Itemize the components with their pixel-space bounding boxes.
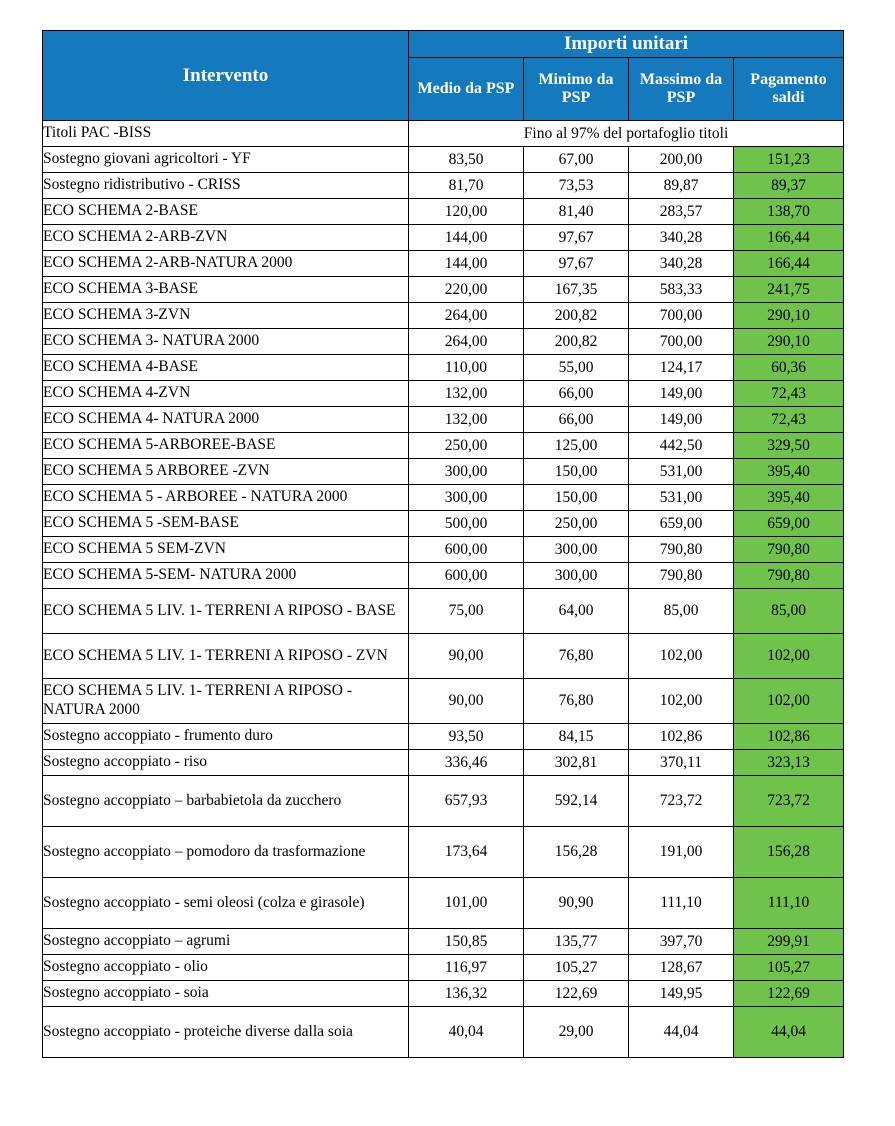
cell-massimo: 283,57 [629,199,734,225]
row-label: ECO SCHEMA 5 LIV. 1- TERRENI A RIPOSO - BASE [43,589,409,634]
cell-medio: 657,93 [409,776,524,827]
table-row [43,724,844,750]
cell-massimo: 102,00 [629,634,734,679]
table-row [43,750,844,776]
cell-massimo: 700,00 [629,303,734,329]
cell-minimo: 97,67 [524,251,629,277]
row-label: ECO SCHEMA 5-ARBOREE-BASE [43,433,409,459]
row-label: ECO SCHEMA 4-ZVN [43,381,409,407]
table-row [43,589,844,634]
cell-pagamento: 156,28 [734,827,844,878]
cell-medio: 600,00 [409,537,524,563]
cell-medio: 173,64 [409,827,524,878]
table-header [43,31,844,121]
cell-medio: 150,85 [409,929,524,955]
header-intervento: Intervento [43,31,409,121]
table-row [43,563,844,589]
cell-medio: 220,00 [409,277,524,303]
table-row [43,277,844,303]
cell-pagamento: 299,91 [734,929,844,955]
cell-medio: 144,00 [409,251,524,277]
cell-medio: 101,00 [409,878,524,929]
row-label: ECO SCHEMA 2-ARB-ZVN [43,225,409,251]
cell-pagamento: 790,80 [734,563,844,589]
cell-pagamento: 89,37 [734,173,844,199]
cell-minimo: 105,27 [524,955,629,981]
cell-pagamento: 290,10 [734,303,844,329]
cell-pagamento: 723,72 [734,776,844,827]
cell-minimo: 76,80 [524,634,629,679]
table-row [43,955,844,981]
cell-pagamento: 102,00 [734,679,844,724]
cell-minimo: 302,81 [524,750,629,776]
cell-medio: 132,00 [409,407,524,433]
cell-minimo: 150,00 [524,459,629,485]
cell-minimo: 592,14 [524,776,629,827]
table-row [43,634,844,679]
cell-pagamento: 105,27 [734,955,844,981]
cell-massimo: 723,72 [629,776,734,827]
cell-massimo: 149,00 [629,407,734,433]
cell-medio: 264,00 [409,329,524,355]
cell-medio: 336,46 [409,750,524,776]
cell-massimo: 149,00 [629,381,734,407]
cell-pagamento: 166,44 [734,225,844,251]
cell-pagamento: 329,50 [734,433,844,459]
table-body [43,121,844,1058]
table-row [43,407,844,433]
cell-pagamento: 241,75 [734,277,844,303]
row-note: Fino al 97% del portafoglio titoli [409,121,844,147]
header-massimo-da-psp: Massimo da PSP [629,58,734,121]
cell-medio: 81,70 [409,173,524,199]
cell-pagamento: 290,10 [734,329,844,355]
row-label: ECO SCHEMA 2-ARB-NATURA 2000 [43,251,409,277]
row-label: Sostegno accoppiato – agrumi [43,929,409,955]
row-label: ECO SCHEMA 3-BASE [43,277,409,303]
cell-massimo: 124,17 [629,355,734,381]
cell-minimo: 156,28 [524,827,629,878]
cell-pagamento: 102,86 [734,724,844,750]
cell-pagamento: 122,69 [734,981,844,1007]
cell-minimo: 29,00 [524,1007,629,1058]
cell-minimo: 66,00 [524,407,629,433]
row-label: ECO SCHEMA 5 SEM-ZVN [43,537,409,563]
cell-medio: 600,00 [409,563,524,589]
cell-massimo: 583,33 [629,277,734,303]
cell-massimo: 397,70 [629,929,734,955]
row-label: Sostegno accoppiato - soia [43,981,409,1007]
cell-massimo: 700,00 [629,329,734,355]
cell-pagamento: 102,00 [734,634,844,679]
row-label: Sostegno ridistributivo - CRISS [43,173,409,199]
cell-pagamento: 395,40 [734,459,844,485]
table-row [43,225,844,251]
table-row [43,173,844,199]
cell-medio: 110,00 [409,355,524,381]
cell-medio: 90,00 [409,634,524,679]
header-pagamento-saldi: Pagamento saldi [734,58,844,121]
cell-medio: 83,50 [409,147,524,173]
cell-minimo: 67,00 [524,147,629,173]
cell-medio: 250,00 [409,433,524,459]
table-row [43,537,844,563]
cell-medio: 300,00 [409,485,524,511]
table-row [43,251,844,277]
cell-medio: 132,00 [409,381,524,407]
cell-pagamento: 72,43 [734,407,844,433]
cell-medio: 500,00 [409,511,524,537]
cell-massimo: 340,28 [629,225,734,251]
table-row [43,329,844,355]
row-label: ECO SCHEMA 3-ZVN [43,303,409,329]
cell-pagamento: 790,80 [734,537,844,563]
cell-pagamento: 659,00 [734,511,844,537]
row-label: ECO SCHEMA 5 - ARBOREE - NATURA 2000 [43,485,409,511]
cell-minimo: 97,67 [524,225,629,251]
cell-massimo: 531,00 [629,459,734,485]
cell-medio: 300,00 [409,459,524,485]
row-label: Titoli PAC -BISS [43,121,409,147]
cell-massimo: 102,86 [629,724,734,750]
cell-medio: 93,50 [409,724,524,750]
cell-massimo: 200,00 [629,147,734,173]
cell-medio: 40,04 [409,1007,524,1058]
header-importi-unitari: Importi unitari [409,31,844,58]
cell-massimo: 790,80 [629,537,734,563]
cell-pagamento: 323,13 [734,750,844,776]
row-label: ECO SCHEMA 4- NATURA 2000 [43,407,409,433]
row-label: ECO SCHEMA 5 ARBOREE -ZVN [43,459,409,485]
row-label: Sostegno accoppiato – pomodoro da trasformazione [43,827,409,878]
table-row [43,776,844,827]
cell-medio: 144,00 [409,225,524,251]
cell-massimo: 370,11 [629,750,734,776]
cell-minimo: 167,35 [524,277,629,303]
table-row [43,121,844,147]
row-label: ECO SCHEMA 5 LIV. 1- TERRENI A RIPOSO - NATURA 2000 [43,679,409,724]
cell-pagamento: 138,70 [734,199,844,225]
table-row [43,459,844,485]
table-row [43,303,844,329]
cell-minimo: 125,00 [524,433,629,459]
row-label: Sostegno accoppiato - riso [43,750,409,776]
cell-minimo: 90,90 [524,878,629,929]
header-row-group [43,31,844,58]
cell-massimo: 659,00 [629,511,734,537]
table-row [43,199,844,225]
cell-minimo: 84,15 [524,724,629,750]
cell-medio: 264,00 [409,303,524,329]
cell-massimo: 340,28 [629,251,734,277]
cell-minimo: 55,00 [524,355,629,381]
table-row [43,381,844,407]
cell-medio: 120,00 [409,199,524,225]
header-medio-da-psp: Medio da PSP [409,58,524,121]
cell-pagamento: 111,10 [734,878,844,929]
header-minimo-da-psp: Minimo da PSP [524,58,629,121]
cell-massimo: 89,87 [629,173,734,199]
table-row [43,147,844,173]
row-label: Sostegno accoppiato - semi oleosi (colza e girasole) [43,878,409,929]
cell-minimo: 64,00 [524,589,629,634]
cell-medio: 90,00 [409,679,524,724]
cell-minimo: 200,82 [524,303,629,329]
cell-medio: 75,00 [409,589,524,634]
row-label: Sostegno giovani agricoltori - YF [43,147,409,173]
row-label: ECO SCHEMA 3- NATURA 2000 [43,329,409,355]
cell-minimo: 66,00 [524,381,629,407]
cell-minimo: 300,00 [524,563,629,589]
cell-massimo: 191,00 [629,827,734,878]
cell-medio: 136,32 [409,981,524,1007]
table-row [43,878,844,929]
cell-pagamento: 151,23 [734,147,844,173]
row-label: Sostegno accoppiato - olio [43,955,409,981]
cell-minimo: 76,80 [524,679,629,724]
row-label: Sostegno accoppiato – barbabietola da zucchero [43,776,409,827]
table-row [43,827,844,878]
row-label: ECO SCHEMA 5 LIV. 1- TERRENI A RIPOSO - ZVN [43,634,409,679]
cell-massimo: 128,67 [629,955,734,981]
row-label: ECO SCHEMA 4-BASE [43,355,409,381]
cell-pagamento: 44,04 [734,1007,844,1058]
cell-minimo: 300,00 [524,537,629,563]
cell-massimo: 531,00 [629,485,734,511]
table-row [43,355,844,381]
cell-massimo: 85,00 [629,589,734,634]
cell-medio: 116,97 [409,955,524,981]
cell-pagamento: 60,36 [734,355,844,381]
cell-massimo: 790,80 [629,563,734,589]
table-row [43,1007,844,1058]
row-label: Sostegno accoppiato - frumento duro [43,724,409,750]
cell-massimo: 111,10 [629,878,734,929]
cell-minimo: 135,77 [524,929,629,955]
row-label: ECO SCHEMA 5 -SEM-BASE [43,511,409,537]
table-row [43,485,844,511]
table-row [43,511,844,537]
table-row [43,679,844,724]
row-label: ECO SCHEMA 5-SEM- NATURA 2000 [43,563,409,589]
cell-pagamento: 85,00 [734,589,844,634]
cell-pagamento: 395,40 [734,485,844,511]
table-row [43,981,844,1007]
row-label: Sostegno accoppiato - proteiche diverse dalla soia [43,1007,409,1058]
cell-massimo: 149,95 [629,981,734,1007]
cell-pagamento: 166,44 [734,251,844,277]
table-row [43,433,844,459]
cell-minimo: 122,69 [524,981,629,1007]
cell-minimo: 150,00 [524,485,629,511]
cell-minimo: 73,53 [524,173,629,199]
cell-massimo: 442,50 [629,433,734,459]
row-label: ECO SCHEMA 2-BASE [43,199,409,225]
rates-table [42,30,844,1058]
cell-minimo: 250,00 [524,511,629,537]
table-row [43,929,844,955]
cell-pagamento: 72,43 [734,381,844,407]
cell-massimo: 102,00 [629,679,734,724]
cell-minimo: 81,40 [524,199,629,225]
cell-massimo: 44,04 [629,1007,734,1058]
cell-minimo: 200,82 [524,329,629,355]
